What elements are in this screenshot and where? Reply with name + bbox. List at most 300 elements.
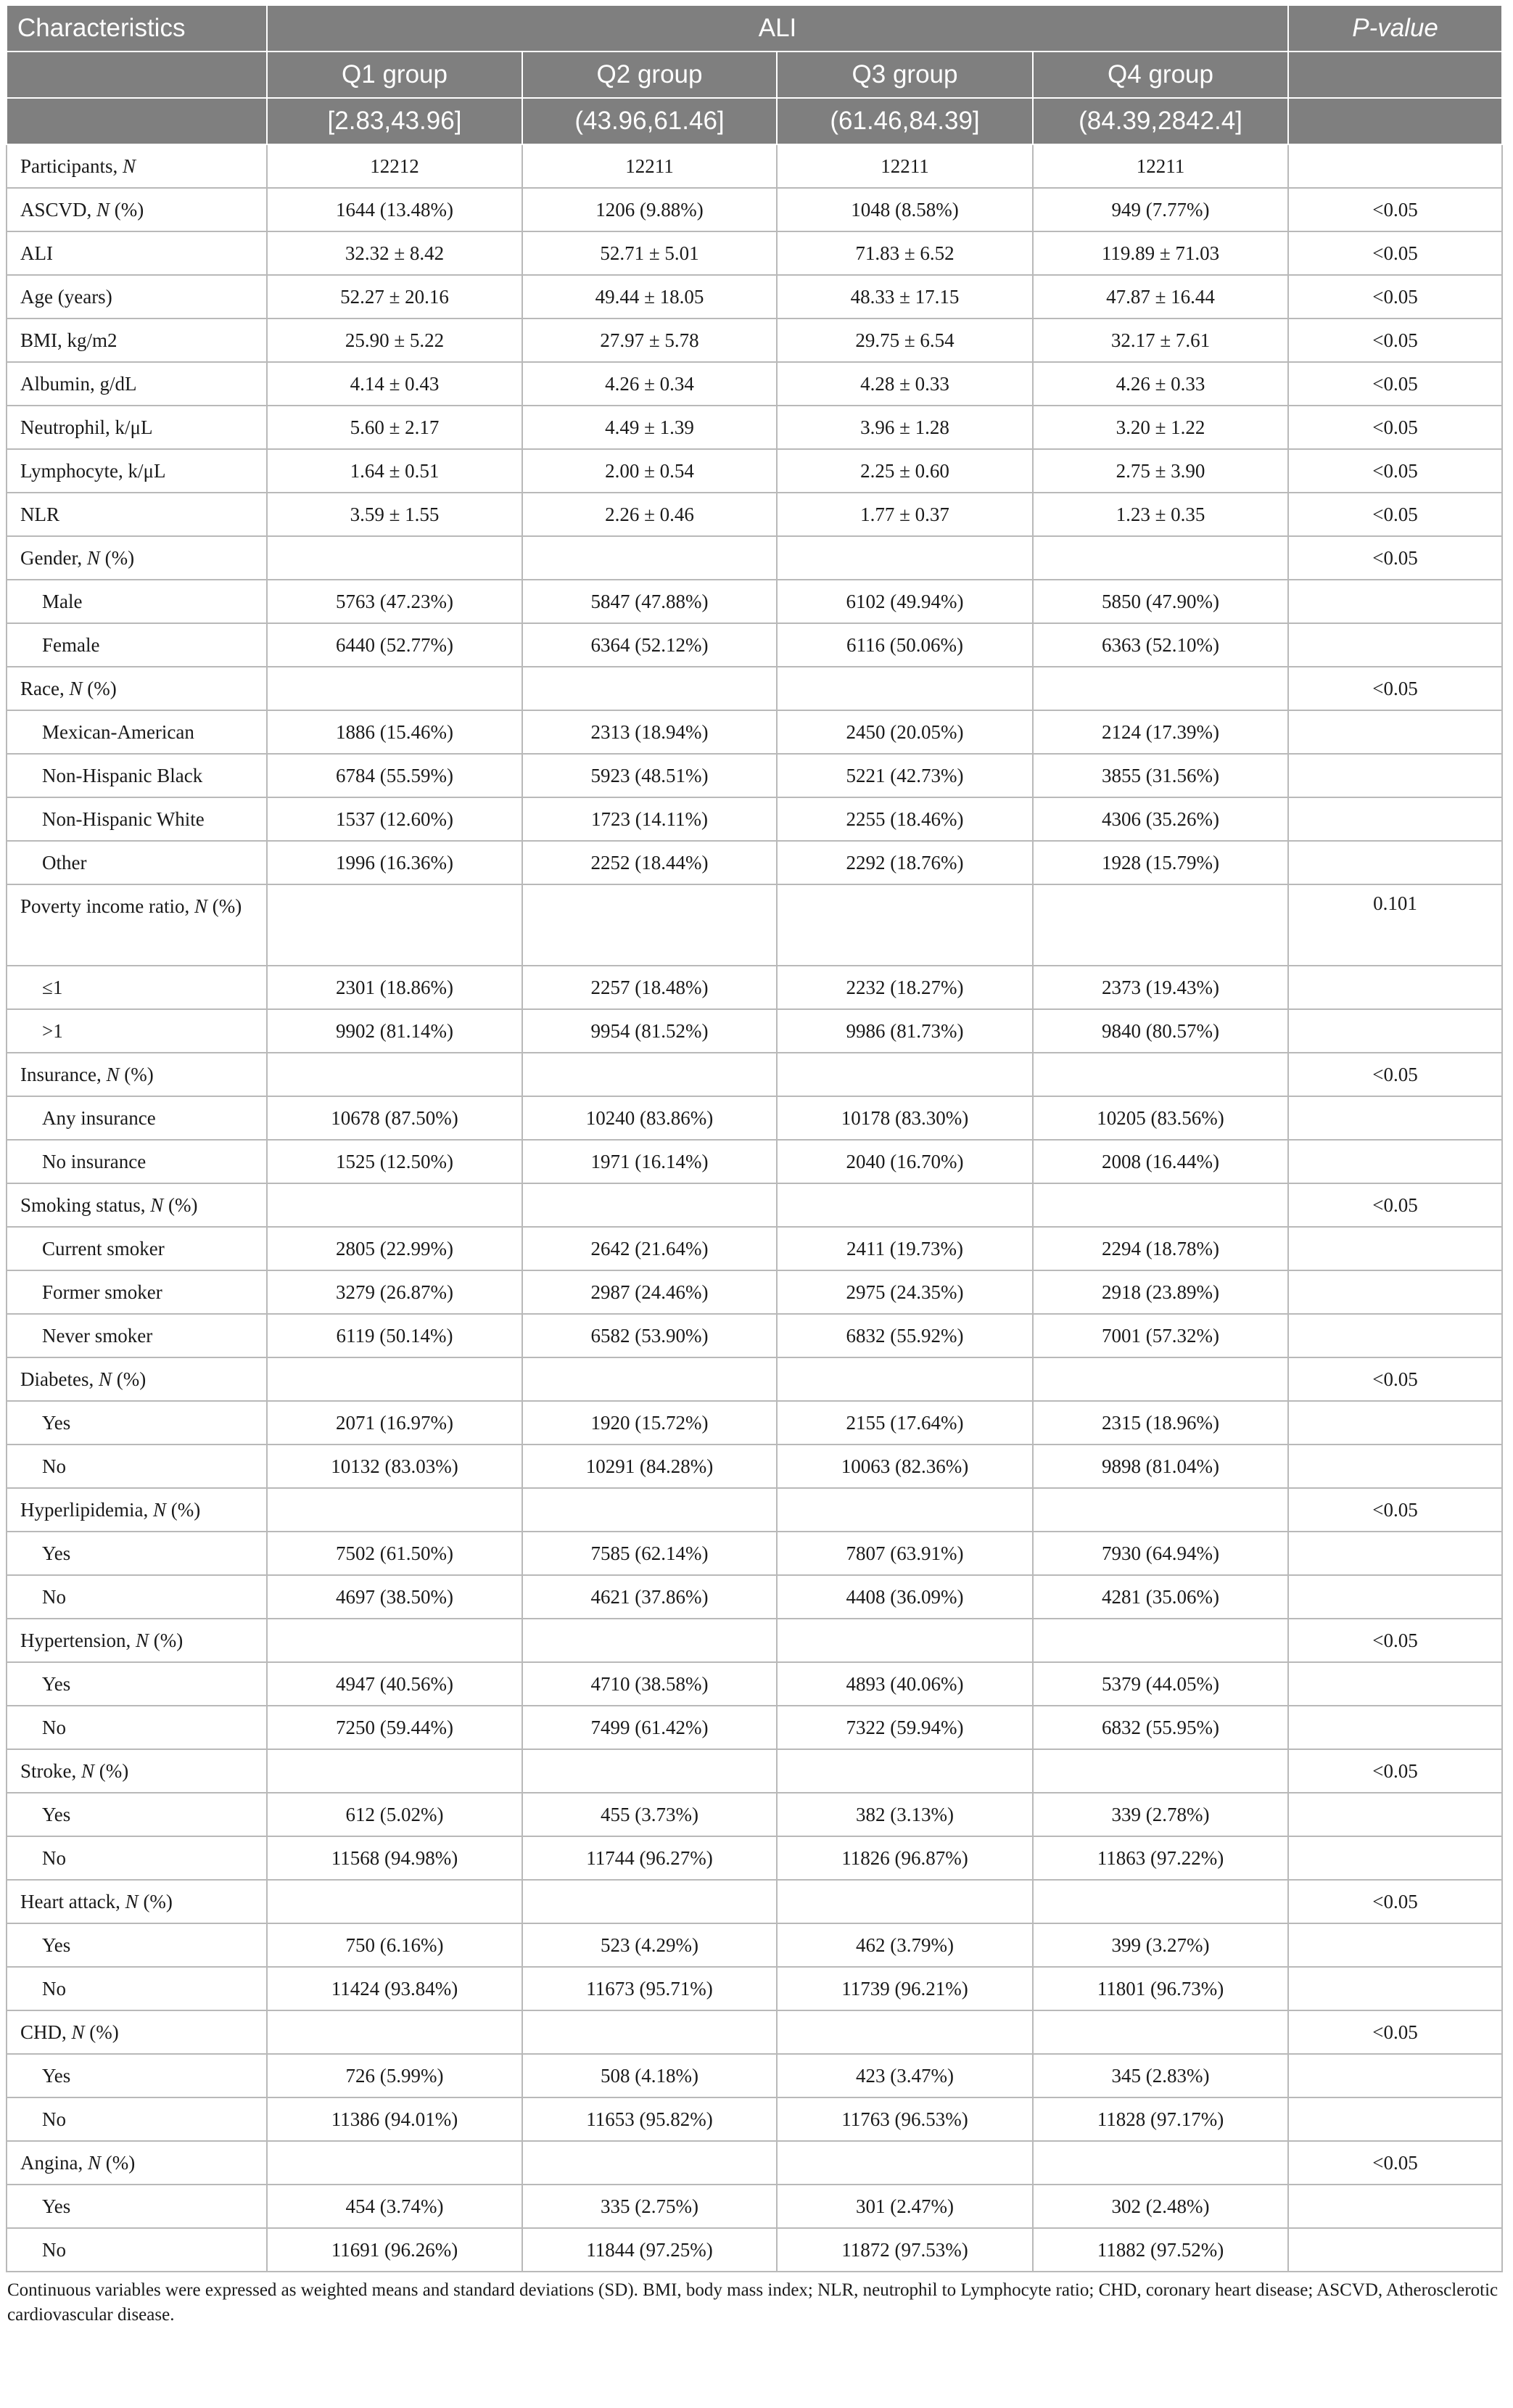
header-pvalue: [1288, 5, 1502, 52]
pvalue-cell: [1288, 144, 1502, 188]
value-cell-q1: 10678 (87.50%): [267, 1096, 522, 1140]
value-cell-q3: [777, 1357, 1033, 1401]
value-cell-q3: 4.28 ± 0.33: [777, 362, 1033, 406]
characteristic-label: [7, 362, 267, 406]
value-cell-q2: [522, 1749, 777, 1793]
pvalue-cell: [1288, 1227, 1502, 1270]
characteristic-label: [7, 275, 267, 319]
value-cell-q4: [1033, 1357, 1288, 1401]
pvalue-cell: [1288, 1967, 1502, 2010]
table-row: [7, 1575, 1502, 1619]
value-cell-q1: 612 (5.02%): [267, 1793, 522, 1836]
value-cell-q4: 6832 (55.95%): [1033, 1706, 1288, 1749]
subcategory-label: [7, 1401, 267, 1445]
value-cell-q3: [777, 1488, 1033, 1532]
table-row: [7, 144, 1502, 188]
value-cell-q1: 1525 (12.50%): [267, 1140, 522, 1183]
table-row: [7, 1009, 1502, 1053]
label-text: Yes: [42, 1411, 71, 1434]
label-text: ASCVD,: [20, 198, 97, 221]
value-cell-q4: 4306 (35.26%): [1033, 797, 1288, 841]
table-row: [7, 1183, 1502, 1227]
table-row: [7, 1532, 1502, 1575]
label-italic-n: N: [106, 1063, 120, 1085]
label-text: Current smoker: [42, 1237, 165, 1260]
table-row: [7, 2054, 1502, 2097]
value-cell-q2: 2987 (24.46%): [522, 1270, 777, 1314]
label-italic-n: N: [150, 1193, 164, 1216]
label-text: Yes: [42, 2195, 71, 2217]
value-cell-q3: [777, 1619, 1033, 1662]
value-cell-q2: 2313 (18.94%): [522, 710, 777, 754]
value-cell-q3: 11872 (97.53%): [777, 2228, 1033, 2272]
value-cell-q4: 1.23 ± 0.35: [1033, 493, 1288, 536]
value-cell-q2: [522, 1183, 777, 1227]
pvalue-cell: <0.05: [1288, 1619, 1502, 1662]
label-text: Yes: [42, 1803, 71, 1825]
label-suffix: (%): [111, 1368, 147, 1390]
header-empty: [1288, 52, 1502, 98]
subcategory-label: [7, 841, 267, 884]
table-row: [7, 1836, 1502, 1880]
label-text: Yes: [42, 1934, 71, 1956]
value-cell-q2: 1920 (15.72%): [522, 1401, 777, 1445]
table-row: [7, 797, 1502, 841]
value-cell-q1: 1996 (16.36%): [267, 841, 522, 884]
value-cell-q3: 2450 (20.05%): [777, 710, 1033, 754]
value-cell-q2: 2257 (18.48%): [522, 966, 777, 1009]
table-container: [6, 4, 1501, 2327]
label-text: Stroke,: [20, 1759, 81, 1782]
label-text: >1: [42, 1019, 63, 1042]
pvalue-cell: <0.05: [1288, 188, 1502, 231]
value-cell-q2: 1723 (14.11%): [522, 797, 777, 841]
table-row: [7, 231, 1502, 275]
pvalue-cell: <0.05: [1288, 275, 1502, 319]
value-cell-q3: 48.33 ± 17.15: [777, 275, 1033, 319]
value-cell-q1: [267, 1183, 522, 1227]
value-cell-q1: 7250 (59.44%): [267, 1706, 522, 1749]
value-cell-q4: 11882 (97.52%): [1033, 2228, 1288, 2272]
value-cell-q2: 4710 (38.58%): [522, 1662, 777, 1706]
characteristic-label: [7, 2010, 267, 2054]
table-row: [7, 2010, 1502, 2054]
value-cell-q1: 4697 (38.50%): [267, 1575, 522, 1619]
value-cell-q1: 4.14 ± 0.43: [267, 362, 522, 406]
value-cell-q1: 6119 (50.14%): [267, 1314, 522, 1357]
table-row: [7, 884, 1502, 966]
label-text: Non-Hispanic Black: [42, 764, 203, 786]
pvalue-cell: [1288, 2228, 1502, 2272]
value-cell-q3: 382 (3.13%): [777, 1793, 1033, 1836]
subcategory-label: [7, 1923, 267, 1967]
characteristic-label: [7, 1749, 267, 1793]
label-text: Female: [42, 633, 100, 656]
table-row: [7, 1793, 1502, 1836]
label-text: Yes: [42, 1542, 71, 1564]
characteristic-label: [7, 1053, 267, 1096]
value-cell-q2: 49.44 ± 18.05: [522, 275, 777, 319]
value-cell-q1: 12212: [267, 144, 522, 188]
label-suffix: (%): [110, 198, 144, 221]
label-text: Smoking status,: [20, 1193, 151, 1216]
pvalue-cell: <0.05: [1288, 2141, 1502, 2185]
label-text: Albumin, g/dL: [20, 372, 137, 395]
value-cell-q2: 11744 (96.27%): [522, 1836, 777, 1880]
pvalue-cell: [1288, 966, 1502, 1009]
value-cell-q2: 6582 (53.90%): [522, 1314, 777, 1357]
header-group-q2: Q2 group: [522, 52, 777, 98]
pvalue-cell: [1288, 1401, 1502, 1445]
label-italic-n: N: [98, 1368, 112, 1390]
value-cell-q3: 1.77 ± 0.37: [777, 493, 1033, 536]
value-cell-q4: 7930 (64.94%): [1033, 1532, 1288, 1575]
label-text: Neutrophil, k/μL: [20, 416, 153, 438]
label-text: Poverty income ratio,: [20, 895, 194, 917]
table-row: [7, 1357, 1502, 1401]
label-text: Former smoker: [42, 1281, 162, 1303]
label-italic-n: N: [87, 2151, 101, 2174]
label-text: No: [42, 1455, 66, 1477]
value-cell-q2: 523 (4.29%): [522, 1923, 777, 1967]
value-cell-q2: 9954 (81.52%): [522, 1009, 777, 1053]
subcategory-label: [7, 623, 267, 667]
value-cell-q3: 301 (2.47%): [777, 2185, 1033, 2228]
value-cell-q3: [777, 1053, 1033, 1096]
value-cell-q1: 1886 (15.46%): [267, 710, 522, 754]
header-row-1: [7, 5, 1502, 52]
table-row: [7, 1096, 1502, 1140]
subcategory-label: [7, 2097, 267, 2141]
value-cell-q3: 6116 (50.06%): [777, 623, 1033, 667]
header-ali: ALI: [267, 5, 1288, 52]
value-cell-q4: 11863 (97.22%): [1033, 1836, 1288, 1880]
value-cell-q2: [522, 884, 777, 966]
header-pvalue-text: P-value: [1352, 14, 1438, 42]
pvalue-cell: [1288, 1096, 1502, 1140]
subcategory-label: [7, 1836, 267, 1880]
value-cell-q4: 5850 (47.90%): [1033, 580, 1288, 623]
value-cell-q3: 4408 (36.09%): [777, 1575, 1033, 1619]
pvalue-cell: <0.05: [1288, 2010, 1502, 2054]
value-cell-q1: 1.64 ± 0.51: [267, 449, 522, 493]
subcategory-label: [7, 754, 267, 797]
subcategory-label: [7, 1445, 267, 1488]
value-cell-q3: 71.83 ± 6.52: [777, 231, 1033, 275]
pvalue-cell: <0.05: [1288, 1357, 1502, 1401]
value-cell-q4: 2.75 ± 3.90: [1033, 449, 1288, 493]
value-cell-q1: 11568 (94.98%): [267, 1836, 522, 1880]
value-cell-q4: 345 (2.83%): [1033, 2054, 1288, 2097]
table-row: [7, 1270, 1502, 1314]
value-cell-q3: 2975 (24.35%): [777, 1270, 1033, 1314]
label-italic-n: N: [135, 1629, 149, 1651]
label-italic-n: N: [86, 546, 100, 569]
value-cell-q1: 25.90 ± 5.22: [267, 319, 522, 362]
value-cell-q4: 119.89 ± 71.03: [1033, 231, 1288, 275]
pvalue-cell: [1288, 2185, 1502, 2228]
table-footnote: Continuous variables were expressed as weighted means and standard deviations (SD). BMI, body mass index; NLR, neutrophil to Lymphocyte ratio; CHD, coronary heart disease; ASCVD, Atherosclerotic cardiovascular disease.: [7, 2280, 1498, 2325]
subcategory-label: [7, 1575, 267, 1619]
value-cell-q4: 339 (2.78%): [1033, 1793, 1288, 1836]
characteristic-label: [7, 449, 267, 493]
label-text: Age (years): [20, 285, 112, 308]
characteristic-label: [7, 319, 267, 362]
label-text: ALI: [20, 242, 53, 264]
value-cell-q4: 32.17 ± 7.61: [1033, 319, 1288, 362]
table-row: [7, 493, 1502, 536]
value-cell-q1: 52.27 ± 20.16: [267, 275, 522, 319]
value-cell-q3: 6102 (49.94%): [777, 580, 1033, 623]
characteristic-label: [7, 406, 267, 449]
value-cell-q4: 9840 (80.57%): [1033, 1009, 1288, 1053]
value-cell-q3: [777, 536, 1033, 580]
subcategory-label: [7, 966, 267, 1009]
value-cell-q3: [777, 2141, 1033, 2185]
header-characteristics: Characteristics: [7, 5, 267, 52]
value-cell-q1: [267, 2141, 522, 2185]
label-text: Hypertension,: [20, 1629, 136, 1651]
value-cell-q4: 10205 (83.56%): [1033, 1096, 1288, 1140]
label-text: No: [42, 2238, 66, 2261]
subcategory-label: [7, 797, 267, 841]
table-row: [7, 1140, 1502, 1183]
value-cell-q2: [522, 536, 777, 580]
value-cell-q3: 1048 (8.58%): [777, 188, 1033, 231]
pvalue-cell: [1288, 1662, 1502, 1706]
header-empty: [1288, 98, 1502, 144]
pvalue-cell: [1288, 710, 1502, 754]
value-cell-q3: 11826 (96.87%): [777, 1836, 1033, 1880]
label-suffix: (%): [165, 1498, 201, 1521]
pvalue-cell: [1288, 1793, 1502, 1836]
subcategory-label: [7, 1706, 267, 1749]
value-cell-q1: [267, 1357, 522, 1401]
characteristic-label: [7, 536, 267, 580]
label-italic-n: N: [152, 1498, 166, 1521]
value-cell-q2: 2.00 ± 0.54: [522, 449, 777, 493]
label-text: Race,: [20, 677, 70, 699]
value-cell-q1: 2071 (16.97%): [267, 1401, 522, 1445]
value-cell-q1: 1537 (12.60%): [267, 797, 522, 841]
header-range-q1: [2.83,43.96]: [267, 98, 522, 144]
label-text: Lymphocyte, k/μL: [20, 459, 166, 482]
table-row: [7, 536, 1502, 580]
label-text: No: [42, 2108, 66, 2130]
value-cell-q4: 3855 (31.56%): [1033, 754, 1288, 797]
subcategory-label: [7, 1793, 267, 1836]
value-cell-q1: [267, 1619, 522, 1662]
pvalue-cell: [1288, 623, 1502, 667]
label-text: Hyperlipidemia,: [20, 1498, 153, 1521]
label-text: Yes: [42, 2064, 71, 2087]
value-cell-q4: 4281 (35.06%): [1033, 1575, 1288, 1619]
value-cell-q4: 3.20 ± 1.22: [1033, 406, 1288, 449]
value-cell-q2: 1971 (16.14%): [522, 1140, 777, 1183]
label-text: No: [42, 1846, 66, 1869]
value-cell-q4: 11801 (96.73%): [1033, 1967, 1288, 2010]
table-row: [7, 1880, 1502, 1923]
value-cell-q1: 9902 (81.14%): [267, 1009, 522, 1053]
value-cell-q2: 335 (2.75%): [522, 2185, 777, 2228]
value-cell-q3: 2292 (18.76%): [777, 841, 1033, 884]
value-cell-q1: 726 (5.99%): [267, 2054, 522, 2097]
label-suffix: (%): [94, 1759, 129, 1782]
value-cell-q1: 3.59 ± 1.55: [267, 493, 522, 536]
characteristic-label: [7, 1357, 267, 1401]
value-cell-q1: [267, 1749, 522, 1793]
pvalue-cell: [1288, 754, 1502, 797]
pvalue-cell: <0.05: [1288, 362, 1502, 406]
value-cell-q4: [1033, 884, 1288, 966]
label-text: CHD,: [20, 2021, 72, 2043]
subcategory-label: [7, 2185, 267, 2228]
pvalue-cell: <0.05: [1288, 493, 1502, 536]
value-cell-q4: 399 (3.27%): [1033, 1923, 1288, 1967]
value-cell-q3: 4893 (40.06%): [777, 1662, 1033, 1706]
value-cell-q4: 2373 (19.43%): [1033, 966, 1288, 1009]
value-cell-q1: 2805 (22.99%): [267, 1227, 522, 1270]
value-cell-q2: 5923 (48.51%): [522, 754, 777, 797]
value-cell-q2: [522, 667, 777, 710]
value-cell-q4: 47.87 ± 16.44: [1033, 275, 1288, 319]
value-cell-q3: [777, 1183, 1033, 1227]
value-cell-q1: 454 (3.74%): [267, 2185, 522, 2228]
table-row: [7, 1967, 1502, 2010]
pvalue-cell: [1288, 1836, 1502, 1880]
value-cell-q2: 4.26 ± 0.34: [522, 362, 777, 406]
header-group-q4: Q4 group: [1033, 52, 1288, 98]
value-cell-q2: 10240 (83.86%): [522, 1096, 777, 1140]
value-cell-q1: [267, 1488, 522, 1532]
value-cell-q3: 11739 (96.21%): [777, 1967, 1033, 2010]
value-cell-q3: 2040 (16.70%): [777, 1140, 1033, 1183]
table-row: [7, 275, 1502, 319]
label-text: Never smoker: [42, 1324, 153, 1347]
value-cell-q2: [522, 1488, 777, 1532]
value-cell-q3: 3.96 ± 1.28: [777, 406, 1033, 449]
header-group-q3: Q3 group: [777, 52, 1033, 98]
subcategory-label: [7, 1270, 267, 1314]
label-text: Angina,: [20, 2151, 88, 2174]
pvalue-cell: <0.05: [1288, 536, 1502, 580]
value-cell-q3: 11763 (96.53%): [777, 2097, 1033, 2141]
characteristic-label: [7, 144, 267, 188]
characteristic-label: [7, 1619, 267, 1662]
value-cell-q4: 9898 (81.04%): [1033, 1445, 1288, 1488]
subcategory-label: [7, 2054, 267, 2097]
value-cell-q3: 10178 (83.30%): [777, 1096, 1033, 1140]
table-row: [7, 449, 1502, 493]
value-cell-q4: 6363 (52.10%): [1033, 623, 1288, 667]
subcategory-label: [7, 580, 267, 623]
value-cell-q4: 4.26 ± 0.33: [1033, 362, 1288, 406]
label-italic-n: N: [71, 2021, 85, 2043]
value-cell-q4: [1033, 1488, 1288, 1532]
label-italic-n: N: [81, 1759, 95, 1782]
table-row: [7, 2185, 1502, 2228]
characteristic-label: [7, 667, 267, 710]
table-row: [7, 188, 1502, 231]
value-cell-q4: 2124 (17.39%): [1033, 710, 1288, 754]
pvalue-cell: <0.05: [1288, 449, 1502, 493]
value-cell-q2: 508 (4.18%): [522, 2054, 777, 2097]
value-cell-q1: [267, 667, 522, 710]
value-cell-q3: 7322 (59.94%): [777, 1706, 1033, 1749]
pvalue-cell: <0.05: [1288, 1053, 1502, 1096]
pvalue-cell: [1288, 1445, 1502, 1488]
header-empty: [7, 52, 267, 98]
value-cell-q3: [777, 2010, 1033, 2054]
value-cell-q3: 7807 (63.91%): [777, 1532, 1033, 1575]
header-row-3: [7, 98, 1502, 144]
subcategory-label: [7, 1096, 267, 1140]
table-row: [7, 1488, 1502, 1532]
value-cell-q4: [1033, 2141, 1288, 2185]
value-cell-q2: [522, 1880, 777, 1923]
value-cell-q3: [777, 1880, 1033, 1923]
value-cell-q3: 9986 (81.73%): [777, 1009, 1033, 1053]
label-text: Other: [42, 851, 87, 874]
table-row: [7, 1445, 1502, 1488]
header-group-q1: Q1 group: [267, 52, 522, 98]
pvalue-cell: <0.05: [1288, 1183, 1502, 1227]
table-row: [7, 1662, 1502, 1706]
value-cell-q3: 2155 (17.64%): [777, 1401, 1033, 1445]
value-cell-q4: 302 (2.48%): [1033, 2185, 1288, 2228]
table-row: [7, 2141, 1502, 2185]
value-cell-q4: [1033, 1053, 1288, 1096]
value-cell-q3: 2411 (19.73%): [777, 1227, 1033, 1270]
value-cell-q1: [267, 536, 522, 580]
pvalue-cell: [1288, 1140, 1502, 1183]
table-row: [7, 667, 1502, 710]
value-cell-q2: 11844 (97.25%): [522, 2228, 777, 2272]
value-cell-q4: 949 (7.77%): [1033, 188, 1288, 231]
pvalue-cell: <0.05: [1288, 667, 1502, 710]
table-row: [7, 1314, 1502, 1357]
table-row: [7, 1619, 1502, 1662]
value-cell-q4: [1033, 667, 1288, 710]
label-text: ≤1: [42, 976, 63, 998]
table-row: [7, 580, 1502, 623]
value-cell-q1: 2301 (18.86%): [267, 966, 522, 1009]
table-header: [7, 5, 1502, 144]
subcategory-label: [7, 710, 267, 754]
label-text: Any insurance: [42, 1106, 156, 1129]
value-cell-q2: 11653 (95.82%): [522, 2097, 777, 2141]
label-text: No: [42, 1585, 66, 1608]
label-suffix: (%): [84, 2021, 119, 2043]
value-cell-q2: 4.49 ± 1.39: [522, 406, 777, 449]
characteristic-label: [7, 884, 267, 966]
value-cell-q3: 423 (3.47%): [777, 2054, 1033, 2097]
value-cell-q1: 10132 (83.03%): [267, 1445, 522, 1488]
characteristic-label: [7, 1183, 267, 1227]
pvalue-cell: [1288, 580, 1502, 623]
pvalue-cell: <0.05: [1288, 1488, 1502, 1532]
value-cell-q4: 2008 (16.44%): [1033, 1140, 1288, 1183]
label-italic-n: N: [194, 895, 207, 917]
header-range-q3: (61.46,84.39]: [777, 98, 1033, 144]
label-text: No insurance: [42, 1150, 147, 1172]
pvalue-cell: [1288, 1270, 1502, 1314]
label-text: Diabetes,: [20, 1368, 99, 1390]
subcategory-label: [7, 1140, 267, 1183]
value-cell-q1: 6440 (52.77%): [267, 623, 522, 667]
table-row: [7, 1749, 1502, 1793]
label-italic-n: N: [122, 155, 136, 177]
